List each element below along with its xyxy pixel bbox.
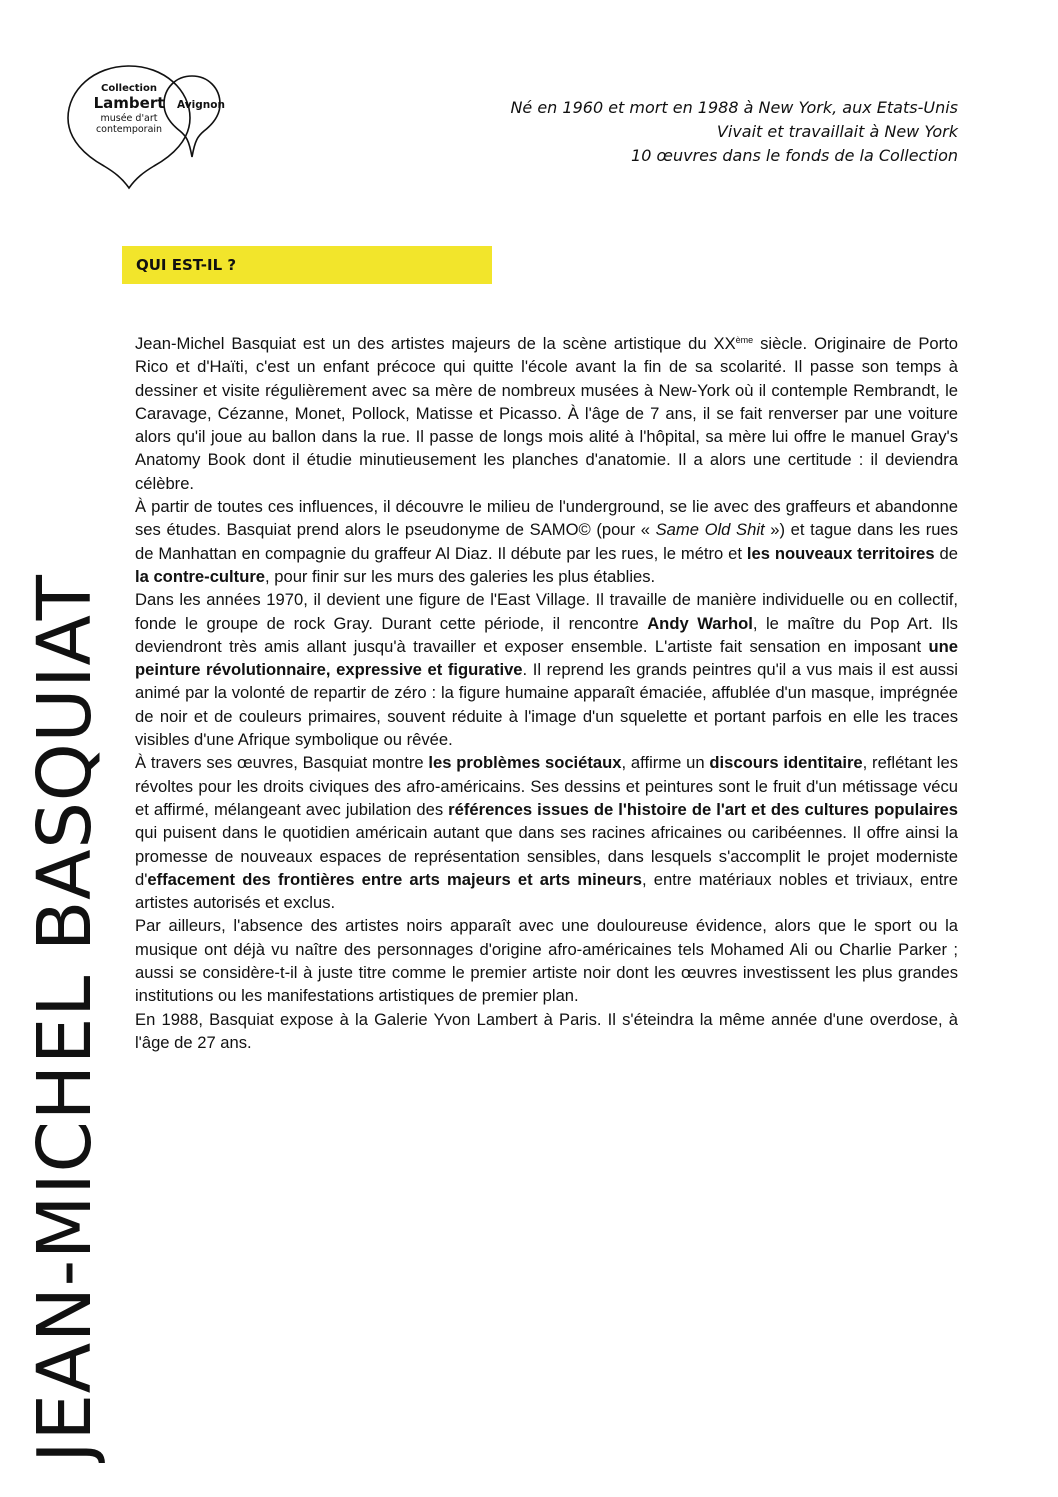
text-run: , le maître du Pop Art. Ils deviendront très amis allant jusqu'à travailler et exposer ensemble. L'artiste fait sensation en imposant <box>135 613 958 656</box>
text-run: Jean-Michel Basquiat est un des artistes majeurs de la scène artistique du XX <box>135 334 736 353</box>
logo-collection-text: Collection <box>101 83 157 94</box>
logo-contemporain-text: contemporain <box>95 124 163 135</box>
bold-text: les nouveaux territoires <box>746 543 935 563</box>
text-run: de <box>934 543 958 563</box>
text-run: À partir de toutes ces influences, il découvre le milieu de l'underground, se lie avec des graffeurs et abandonne ses études. Basquiat prend alors le pseudonyme de SAMO© (pour « <box>135 497 958 540</box>
bold-text: une peinture révolutionnaire, expressive et figurative <box>135 636 958 680</box>
bio-paragraph-2 <box>135 495 958 588</box>
text-run: ») et tague dans les rues de Manhattan en compagnie du graffeur Al Diaz. Il débute par les rues, le métro et <box>135 520 959 563</box>
bio-paragraph-4 <box>135 751 958 914</box>
italic-text: Same Old Shit <box>655 520 765 540</box>
bold-text: références issues de l'histoire de l'art et des cultures populaires <box>448 799 958 819</box>
bio-paragraph-5: Par ailleurs, l'absence des artistes noirs apparaît avec une douloureuse évidence, alors que le sport ou la musique ont déjà vu naître des personnages d'origine afro-américaines tels Mohamed Ali ou Charlie Parker ; aussi se considère-t-il à juste titre comme le premier artiste noir dont les œuvres investissent les plus grandes institutions ou les manifestations artistiques de premier plan. <box>135 916 958 1006</box>
artist-info <box>358 96 958 168</box>
artist-name-vertical-wrap <box>22 228 108 1463</box>
logo-lambert-text: Lambert <box>93 94 165 112</box>
bold-text: discours identitaire <box>709 753 863 773</box>
bio-paragraph-3 <box>135 588 958 751</box>
bio-paragraph-6: En 1988, Basquiat expose à la Galerie Yvon Lambert à Paris. Il s'éteindra la même année d'une overdose, à l'âge de 27 ans. <box>135 1009 958 1052</box>
artist-name-vertical: JEAN-MICHEL BASQUIAT <box>22 574 108 1463</box>
section-title: QUI EST-IL ? <box>136 256 237 274</box>
text-run: , affirme un <box>621 753 710 773</box>
section-header-box <box>122 246 492 284</box>
biography-text <box>135 332 958 1054</box>
text-run: Dans les années 1970, il devient une figure de l'East Village. Il travaille de manière individuelle ou en collectif, fonde le groupe de rock Gray. Durant cette période, il rencontre <box>135 590 958 633</box>
bold-text: les problèmes sociétaux <box>428 753 622 773</box>
superscript: ème <box>735 335 754 345</box>
logo-avignon-text: Avignon <box>177 99 225 111</box>
text-run: siècle. Originaire de Porto Rico et d'Haïti, c'est un enfant précoce qui quitte l'école avant la fin de sa scolarité. Il passe son temps à dessiner et visite régulièrement avec sa mère de nombreux musées à New-York où il contemple Rembrandt, le Caravage, Cézanne, Monet, Pollock, Matisse et Picasso. À l'âge de 7 ans, il se fait renverser par une voiture alors qu'il joue au ballon dans la rue. Il passe de longs mois alité à l'hôpital, sa mère lui offre le manuel Gray's Anatomy Book dont il étudie minutieusement les planches d'anatomie. Il a alors une certitude : il deviendra célèbre. <box>135 334 958 493</box>
info-lived-worked: Vivait et travaillait à New York <box>716 122 958 141</box>
bold-text: effacement des frontières entre arts majeurs et arts mineurs <box>147 869 642 889</box>
text-run: . Il reprend les grands peintres qu'il a vus mais il est aussi animé par la volonté de repartir de zéro : la figure humaine apparaît émaciée, affublée d'un masque, imprégnée de noir et de couleurs primaires, souvent réduite à l'image d'un squelette et portant parfois en elle les traces visibles d'une Afrique symbolique ou rêvée. <box>135 660 958 750</box>
info-works-count: 10 œuvres dans le fonds de la Collection <box>631 146 958 165</box>
text-run: , entre matériaux nobles et triviaux, entre artistes autorisés et exclus. <box>135 869 958 913</box>
text-run: , pour finir sur les murs des galeries les plus établies. <box>265 566 656 586</box>
logo-musee-text: musée d'art <box>100 113 158 124</box>
text-run: À travers ses œuvres, Basquiat montre <box>135 753 429 773</box>
collection-lambert-logo <box>60 60 230 190</box>
text-run: qui puisent dans le quotidien américain autant que dans ses racines africaines ou caribéennes. Il offre ainsi la promesse de nouveaux espaces de représentation sensibles, dans lesquels s'accomplit le projet moderniste d' <box>135 823 958 889</box>
bold-text: la contre-culture <box>135 566 266 586</box>
bold-text: Andy Warhol <box>647 613 753 633</box>
text-run: , reflétant les révoltes pour les droits civiques des afro-américains. Ses dessins et peintures sont le fruit d'un métissage vécu et affirmé, mélangeant avec jubilation des <box>135 753 958 819</box>
bio-paragraph-1 <box>135 332 958 495</box>
info-birth-death: Né en 1960 et mort en 1988 à New York, aux Etats-Unis <box>510 98 958 117</box>
